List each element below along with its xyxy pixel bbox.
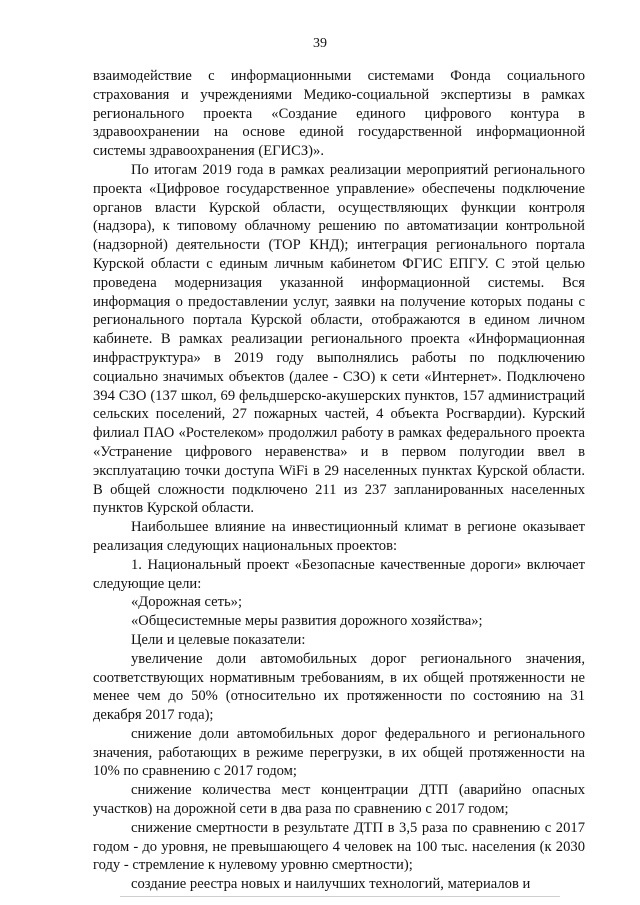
list-item-goal-accident-spots: снижение количества мест концентрации ДТП (аварийно опасных участков) на дорожной сети в два раза по сравнению с 2017 годом; (93, 782, 585, 818)
paragraph-national-project-roads: 1. Национальный проект «Безопасные качественные дороги» включает следующие цели: (93, 556, 585, 592)
list-item-goal-mortality: снижение смертности в результате ДТП в 3,5 раза по сравнению с 2017 годом - до уровня, не превышающего 4 человек на 100 тыс. населения (к 2030 году - стремление к нулевому уровню смертности); (93, 819, 585, 874)
list-item-goal-registry: создание реестра новых и наилучших технологий, материалов и (131, 876, 531, 893)
paragraph-continuation: взаимодействие с информационными системами Фонда социального страхования и учреждениями Медико-социальной экспертизы в рамках регионального проекта «Создание единого цифрового контура в здравоохранении на основе единой государственной информационной системы здравоохранения (ЕГИСЗ)». (93, 68, 585, 160)
list-item-goal-overload: снижение доли автомобильных дорог федерального и регионального значения, работающих в режиме перегрузки, в их общей протяженности на 10% по сравнению с 2017 годом; (93, 725, 585, 780)
scan-edge-line (120, 896, 560, 897)
list-item-goal-regional-roads: увеличение доли автомобильных дорог регионального значения, соответствующих нормативным требованиям, в их общей протяженности не менее чем до 50% (относительно их протяженности по состоянию на 31 декабря 2017 года); (93, 650, 585, 724)
paragraph-digital-governance: По итогам 2019 года в рамках реализации мероприятий регионального проекта «Цифровое государственное управление» обеспечены подключение органов власти Курской области, осуществляющих функции контроля (надзора), к типовому облачному решению по автоматизации контрольной (надзорной) деятельности (ТОР КНД); интеграция регионального портала Курской области с единым личным кабинетом ФГИС ЕПГУ. С этой целью проведена модернизация указанной информационной системы. Вся информация о предоставлении услуг, заявки на получение которых поданы с регионального портала Курской области, отображаются в едином личном кабинете. В рамках реализации регионального проекта «Информационная инфраструктура» в 2019 году выполнялись работы по подключению социально значимых объектов (далее - СЗО) к сети «Интернет». Подключено 394 СЗО (137 школ, 69 фельдшерско-акушерских пунктов, 157 администраций сельских поселений, 27 пожарных частей, 4 объекта Росгвардии). Курский филиал ПАО «Ростелеком» продолжил работу в рамках федерального проекта «Устранение цифрового неравенства» и в первом полугодии ввел в эксплуатацию точки доступа WiFi в 29 населенных пунктах Курской области. В общей сложности подключено 211 из 237 запланированных населенных пунктов Курской области. (93, 161, 585, 517)
paragraph-investment-climate: Наибольшее влияние на инвестиционный климат в регионе оказывает реализация следующих национальных проектов: (93, 519, 585, 554)
page-number: 39 (313, 36, 327, 51)
heading-goals-indicators: Цели и целевые показатели: (131, 631, 306, 648)
list-item-system-measures: «Общесистемные меры развития дорожного хозяйства»; (131, 613, 483, 630)
list-item-road-network: «Дорожная сеть»; (131, 594, 243, 611)
document-body (93, 67, 585, 894)
